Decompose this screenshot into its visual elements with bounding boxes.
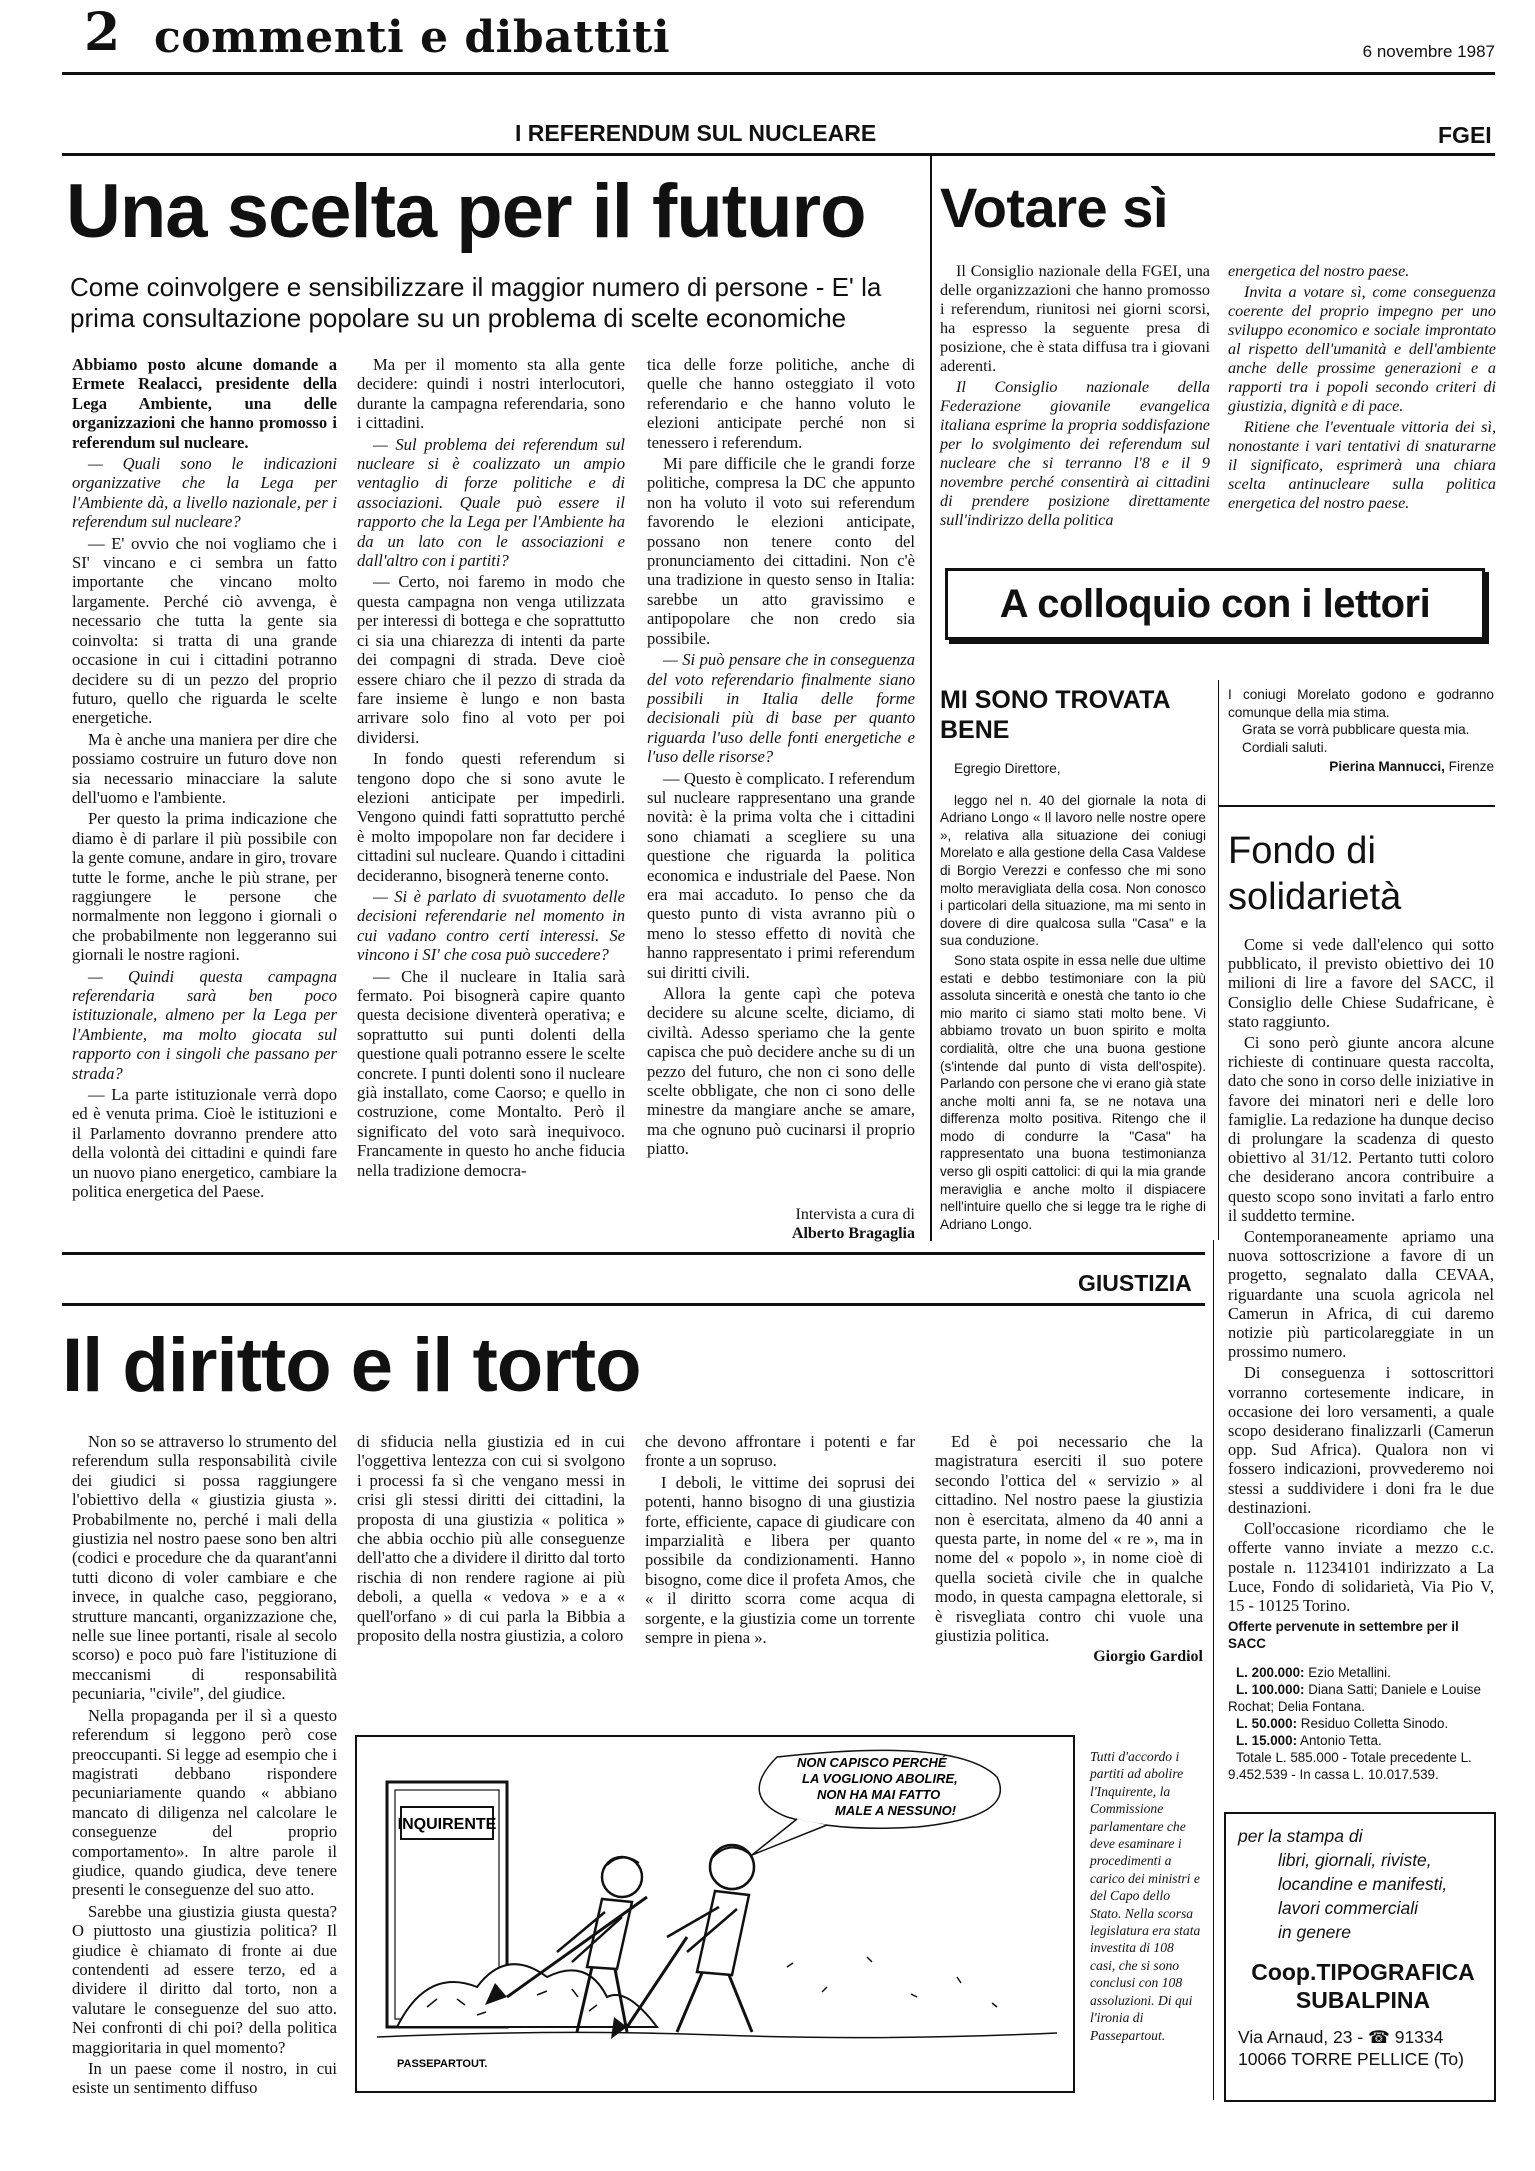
- giustizia-paragraph: Nella propaganda per il sì a questo referendum si leggono però cose preoccupanti. Si legge ad esempio che i magistrati debbano rispondere pecuniariamente quando « abbiano mancato di diligenza nel calcolare le conseguenze del proprio comportamento». In altre parole il giudice, quando giudica, deve tenere presenti le conseguenze del suo atto.: [72, 1705, 337, 1900]
- speech-line: LA VOGLIONO ABOLIRE,: [802, 1771, 958, 1786]
- offers-totals: Totale L. 585.000 - Totale precedente L. 9.452.539 - In cassa L. 10.017.539.: [1228, 1750, 1472, 1782]
- lettori-signature-city: Firenze: [1448, 759, 1494, 775]
- lettori-column-1: [940, 760, 1206, 1233]
- interview-answer: — Certo, noi faremo in modo che questa campagna non venga utilizzata per interessi di bottega e che soprattutto ci sia una chiarezza di intenti da parte dei compagni di strada. Deve cioè essere chiaro che il pezzo di strada da fare insieme è lungo e non basta arrivare solo fino al voto per poi dividersi.: [357, 572, 625, 747]
- lettori-paragraph: Cordiali saluti.: [1242, 739, 1328, 755]
- ad-address: Via Arnaud, 23 - ☎ 91334: [1238, 2027, 1444, 2047]
- offer-row: [1228, 1732, 1494, 1749]
- ad-line: lavori commerciali: [1278, 1898, 1419, 1918]
- giustizia-column-1: [72, 1432, 337, 2098]
- giustizia-paragraph: I deboli, le vittime dei soprusi dei potenti, hanno bisogno di una giustizia forte, efficiente, capace di giudicare con imparzialità e libera per quanto possibile da condizionamenti. Hanno bisogno, come dice il profeta Amos, che « il diritto scorra come acqua di sorgente, e la giustizia come un torrente sempre in piena ».: [645, 1472, 915, 1648]
- lettori-signature-name: Pierina Mannucci,: [1329, 759, 1445, 775]
- lettori-paragraph: Grata se vorrà pubblicare questa mia.: [1242, 722, 1470, 738]
- fgei-column-2: [1228, 262, 1496, 513]
- column-divider: [930, 156, 932, 1241]
- fondo-headline-line1: Fondo di: [1228, 830, 1376, 872]
- giustizia-column-3: [645, 1432, 915, 1647]
- interview-answer: In fondo questi referendum si tengono dopo che si sono avute le elezioni anticipate per impedirli. Vengono quindi fatti soprattutto perché è molto impopolare non far decidere i cittadini sul nucleare. Quando i cittadini decideranno, bisognerà tenerne conto.: [357, 749, 625, 885]
- speech-line: NON HA MAI FATTO: [817, 1787, 941, 1802]
- print-shop-ad: [1224, 1812, 1496, 2102]
- referendum-top-rule: [62, 153, 1495, 156]
- referendum-column-3: [647, 355, 915, 1159]
- fgei-paragraph: Ritiene che l'eventuale vittoria dei sì, nonostante i vari tentativi di snaturarne il significato, esprimerà una chiara scelta antinucleare sulla politica energetica del nostro paese.: [1228, 418, 1496, 512]
- offer-row: [1228, 1681, 1494, 1715]
- speech-line: MALE A NESSUNO!: [835, 1803, 957, 1818]
- giustizia-column-4: [935, 1432, 1203, 1667]
- lettori-column-divider: [1218, 680, 1219, 1240]
- signature-name: Alberto Bragaglia: [791, 1225, 915, 1242]
- offer-amount: L. 100.000:: [1236, 1682, 1305, 1697]
- giustizia-paragraph: In un paese come il nostro, in cui esiste un sentimento diffuso: [72, 2059, 337, 2098]
- referendum-signature: [647, 1205, 915, 1243]
- offer-row: [1228, 1664, 1494, 1681]
- offer-amount: L. 15.000:: [1236, 1733, 1298, 1748]
- interview-answer: tica delle forze politiche, anche di quelle che hanno osteggiato il voto referendario e che hanno voluto le elezioni anticipate perché non si tenessero i referendum.: [647, 355, 915, 452]
- fondo-offers: [1228, 1618, 1494, 1783]
- cartoon-caption: Tutti d'accordo i partiti ad abolire l'Inquirente, la Commissione parlamentare che deve esaminare i procedimenti a carico dei ministri e del Capo dello Stato. Nella scorsa legislatura era stata investita di 108 casi, che si sono conclusi con 108 assoluzioni. Di qui l'ironia di Passepartout.: [1090, 1749, 1201, 2043]
- interview-answer: — La parte istituzionale verrà dopo ed è venuta prima. Cioè le istituzioni e il Parlamento dovranno prendere atto della volontà dei cittadini e quindi fare un nuovo piano energetico, cambiare la politica energetica del Paese.: [72, 1085, 337, 1202]
- fondo-headline: [1228, 828, 1401, 920]
- speech-line: NON CAPISCO PERCHÉ: [797, 1755, 947, 1770]
- fgei-headline: Votare sì: [940, 176, 1168, 239]
- giustizia-column-2: [357, 1432, 625, 1645]
- fgei-column-1: [940, 262, 1210, 530]
- interview-answer: Ma per il momento sta alla gente decidere: quindi i nostri interlocutori, durante la campagna referendaria, sono i cittadini.: [357, 355, 625, 433]
- giustizia-paragraph: Ed è poi necessario che la magistratura eserciti il suo potere secondo l'ottica del « servizio » al cittadino. Nel nostro paese la giustizia non è esercitata, almeno da 40 anni a questa parte, in nome del « re », ma in nome del « popolo », in nome cioè di quella società civile che in qualche modo, in questa campagna elettorale, si è risvegliata contro chi vuole una giustizia politica.: [935, 1432, 1203, 1646]
- fondo-body: [1228, 935, 1494, 1615]
- lettori-paragraph: leggo nel n. 40 del giornale la nota di Adriano Longo « Il lavoro nelle nostre opere », relativa alla situazione dei coniugi Morelato e alla gestione della Casa Valdese di Borgio Verezzi e confesso che mi sono molto meravigliata della cosa. Non conosco i particolari della situazione, ma mi sento in dovere di dire qualcosa sulla "Casa" e la sua conduzione.: [940, 792, 1206, 949]
- interview-question: — Si può pensare che in conseguenza del voto referendario finalmente siano possibili in Italia delle forme decisionali più di base per quanto riguarda l'uso delle fonti energetiche e l'uso delle risorse?: [647, 650, 915, 767]
- giustizia-paragraph: Non so se attraverso lo strumento del referendum sulla responsabilità civile dei giudici si possa raggiungere l'obiettivo della « giustizia giusta ». Probabilmente no, perché i mali della giustizia nel nostro paese sono ben altri (codici e procedure che da quarant'anni tutti dicono di voler cambiare e che invece, in qualche caso, peggiorano, strutture mancanti, organizzazione che, nelle sue linee portanti, risale al secolo scorso) e poco può fare l'istituzione di meccanismi di responsabilità pecuniaria, "civile", del giudice.: [72, 1432, 337, 1704]
- masthead: [70, 4, 1495, 74]
- interview-answer: — Che il nucleare in Italia sarà fermato. Poi bisognerà capire quanto questa decisione diventerà operativa; e soprattutto sui punti dolenti della questione quali potranno essere le scelte concrete. I punti dolenti sono il nucleare già installato, come Caorso; e quello in costruzione, come Montalto. Però il significato del voto sarà inequivoco. Francamente in questo ho anche fiducia nella tradizione democra-: [357, 966, 625, 1180]
- interview-question: — Sul problema dei referendum sul nucleare si è coalizzato un ampio ventaglio di forze politiche e di associazioni. Quale può essere il rapporto che la Lega per l'Ambiente ha da un lato con le associazioni e dall'altro con i partiti?: [357, 434, 625, 571]
- referendum-subheadline: Come coinvolgere e sensibilizzare il maggior numero di persone - E' la prima consultazione popolare su un problema di scelte economiche: [70, 272, 882, 333]
- fgei-paragraph: Invita a votare sì, come conseguenza coerente del proprio impegno per uno sviluppo economico e sociale improntato al rispetto dell'umanità e dell'ambiente anche delle prossime generazioni e a rapporti tra i popoli secondo criteri di giustizia, dignità e di pace.: [1228, 283, 1496, 415]
- fgei-paragraph: Il Consiglio nazionale della FGEI, una delle organizzazioni che hanno promosso i referendum, riunitosi nei giorni scorsi, ha espresso la seguente presa di posizione, che è stata diffusa tra i giovani aderenti.: [940, 262, 1210, 375]
- referendum-intro: Abbiamo posto alcune domande a Ermete Realacci, presidente della Lega Ambiente, una delle organizzazioni che hanno promosso i referendum sul nucleare.: [72, 355, 337, 452]
- offers-title: Offerte pervenute in settembre per il SACC: [1228, 1619, 1459, 1651]
- ad-line: locandine e manifesti,: [1278, 1874, 1448, 1894]
- fondo-headline-line2: solidarietà: [1228, 876, 1402, 918]
- giustizia-paragraph: che devono affrontare i potenti e far fronte a un sopruso.: [645, 1432, 915, 1471]
- lettori-box-title: A colloquio con i lettori: [999, 582, 1431, 626]
- fondo-paragraph: Di conseguenza i sottoscrittori vorranno cortesemente indicare, in occasione dei loro versamenti, a quale scopo desiderano finalizzarli (Camerun opp. Sud Africa). Qualora non vi fossero indicazioni, provvederemo noi stessi a suddividere i doni fra le due destinazioni.: [1228, 1363, 1494, 1517]
- signature-intro: Intervista a cura di: [795, 1206, 915, 1223]
- interview-question: — Quali sono le indicazioni organizzative che la Lega per l'Ambiente dà, a livello nazionale, per i referendum sul nucleare?: [72, 454, 337, 532]
- right-column-divider: [1213, 1240, 1214, 2100]
- lettori-box: [945, 568, 1485, 640]
- giustizia-signature: Giorgio Gardiol: [1093, 1648, 1203, 1666]
- lettori-salutation: Egregio Direttore,: [954, 761, 1061, 776]
- referendum-column-2: [357, 355, 625, 1180]
- ad-line: in genere: [1278, 1922, 1351, 1942]
- fgei-kicker: FGEI: [1438, 122, 1492, 148]
- interview-answer: — E' ovvio che noi vogliamo che i SI' vincano e ci sembra un fatto importante che vincano molto largamente. Perché ciò avvenga, è necessario che tutta la gente sia coinvolta: si tratta di una grande occasione in cui i cittadini potranno decidere su di un pezzo del proprio futuro, quello che riguarda le scelte energetiche.: [72, 533, 337, 728]
- giustizia-top-rule: [62, 1252, 1205, 1255]
- door-sign: INQUIRENTE: [397, 1816, 497, 1833]
- giustizia-paragraph: di sfiducia nella giustizia ed in cui l'oggettiva lentezza con cui si svolgono i processi fa sì che vengano messi in crisi gli stessi diritti dei cittadini, la proposta di una giustizia « politica » che abbia occhio più alle conseguenze dell'atto che a dividere il diritto dal torto rischia di non rendere ragione ai più deboli, a quella « vedova » e a « quell'orfano » di cui parla la Bibbia a proposito della nostra giustizia, a coloro: [357, 1432, 625, 1646]
- ad-address: 10066 TORRE PELLICE (To): [1238, 2049, 1464, 2069]
- issue-date: 6 novembre 1987: [1362, 42, 1495, 61]
- giustizia-kicker: GIUSTIZIA: [1078, 1270, 1192, 1296]
- cartoon-frame: [355, 1735, 1075, 2093]
- interview-answer: Mi pare difficile che le grandi forze politiche, compresa la DC che appunto non ha voluto il voto sui referendum favorendo le elezioni anticipate, possano non tenere conto del pronunciamento dei cittadini. Non c'è una tradizione in questo senso in Italia: sarebbe un atto gravissimo e antipopolare che non credo sia possibile.: [647, 454, 915, 648]
- section-title: commenti e dibattiti: [154, 12, 671, 63]
- ad-company: SUBALPINA: [1295, 1987, 1431, 2013]
- cartoon-artist: PASSEPARTOUT.: [397, 2058, 488, 2070]
- giustizia-headline: Il diritto e il torto: [62, 1323, 641, 1408]
- page-number: 2: [84, 2, 121, 63]
- cartoon-drawing: [357, 1737, 1073, 2091]
- referendum-headline: Una scelta per il futuro: [66, 169, 866, 254]
- ad-line: libri, giornali, riviste,: [1278, 1850, 1432, 1870]
- fondo-paragraph: Ci sono però giunte ancora alcune richieste di continuare questa raccolta, dato che sono in corso delle iniziative in favore dei minatori neri e delle loro famiglie. La redazione ha dunque deciso di prolungare la scadenza di questo obiettivo al 31/12. Pertanto tutti coloro che desiderano ancora contribuire a questo scopo sono invitati a farlo entro il suddetto termine.: [1228, 1033, 1494, 1225]
- offer-names: Ezio Metallini.: [1308, 1665, 1391, 1680]
- interview-question: — Si è parlato di svuotamento delle decisioni referendarie nel momento in cui vadano contro certi interessi. Se vincono i SI' che cosa può succedere?: [357, 886, 625, 965]
- interview-question: — Quindi questa campagna referendaria sarà ben poco istituzionale, almeno per la Lega per l'Ambiente, ma molto giocata sul rapporto con i singoli che passano per strada?: [72, 966, 337, 1083]
- interview-answer: Ma è anche una maniera per dire che possiamo costruire un futuro dove non sia necessario minacciare la salute dell'uomo e l'ambiente.: [72, 729, 337, 807]
- ad-company: Coop.TIPOGRAFICA: [1251, 1959, 1475, 1985]
- offer-names: Residuo Colletta Sinodo.: [1300, 1716, 1449, 1731]
- offer-names: Antonio Tetta.: [1300, 1733, 1382, 1748]
- offer-names: Diana Satti; Daniele e Louise Rochat; Delia Fontana.: [1228, 1682, 1481, 1714]
- fgei-paragraph: energetica del nostro paese.: [1228, 262, 1410, 280]
- lettori-paragraph: I coniugi Morelato godono e godranno comunque della mia stima.: [1228, 687, 1494, 720]
- offer-row: [1228, 1715, 1494, 1732]
- referendum-column-1: [72, 355, 337, 1201]
- fondo-paragraph: Coll'occasione ricordiamo che le offerte vanno inviate a mezzo c.c. postale n. 11234101 indirizzato a La Luce, Fondo di solidarietà, Via Pio V, 15 - 10125 Torino.: [1228, 1519, 1494, 1615]
- fondo-paragraph: Come si vede dall'elenco qui sotto pubblicato, il previsto obiettivo dei 10 milioni di lire a favore del SACC, il Consiglio delle Chiese Sudafricane, è stato raggiunto.: [1228, 935, 1494, 1031]
- masthead-rule: [62, 72, 1495, 75]
- giustizia-kicker-rule: [62, 1303, 1205, 1306]
- fondo-paragraph: Contemporaneamente apriamo una nuova sottoscrizione a favore di un progetto, segnalato dalla CEVAA, riguardante una scuola agricola nel Camerun in Africa, di cui daremo notizie più particolareggiate in un prossimo numero.: [1228, 1227, 1494, 1362]
- interview-answer: Allora la gente capì che poteva decidere su alcune scelte, diciamo, di civiltà. Adesso speriamo che la gente capisca che può decidere anche su di un pezzo del futuro, che non ci sono delle scelte obbligate, che non ci sono delle minestre da mangiare anche se amare, ma che ognuno può cucinarsi il proprio piatto.: [647, 984, 915, 1159]
- offer-amount: L. 200.000:: [1236, 1665, 1305, 1680]
- fgei-paragraph: Il Consiglio nazionale della Federazione giovanile evangelica italiana esprime la propria soddisfazione per lo svolgimento dei referendum sul nucleare che si terranno l'8 e il 9 novembre perché consentirà ai cittadini di prendere posizione direttamente sull'indirizzo della politica: [940, 378, 1210, 529]
- lettori-column-2: [1228, 686, 1494, 776]
- ad-line: per la stampa di: [1238, 1826, 1363, 1846]
- referendum-kicker: I REFERENDUM SUL NUCLEARE: [515, 120, 877, 146]
- interview-answer: — Questo è complicato. I referendum sul nucleare rappresentano una grande novità: è la prima volta che i cittadini sono chiamati a scegliere su una questione che riguarda la politica economica e industriale del Paese. Non era mai accaduto. Io penso che da questo punto di vista avranno più o meno lo stesso effetto di novità che hanno rappresentato i primi referendum sui diritti civili.: [647, 768, 915, 982]
- interview-answer: Per questo la prima indicazione che diamo è di parlare il più possibile con la gente comune, andare in giro, trovare tutte le forme, anche le più strane, per raggiungere le persone che normalmente non leggono i giornali o che probabilmente non leggeranno sui giornali le nostre ragioni.: [72, 809, 337, 965]
- lettori-headline: MI SONO TROVATA BENE: [940, 686, 1170, 744]
- fondo-top-rule: [1218, 805, 1495, 807]
- giustizia-paragraph: Sarebbe una giustizia giusta questa? O piuttosto una giustizia politica? Il giudice è chiamato di fronte ai due contendenti ad essere terzo, ed a dividere il diritto dal torto, non a valutare le conseguenze del suo atto. Nei confronti di chi poi? della politica maggioritaria in quel momento?: [72, 1901, 337, 2057]
- lettori-paragraph: Sono stata ospite in essa nelle due ultime estati e debbo testimoniare con la più assoluta sincerità e onestà che tanto io che mio marito ci siamo stati molto bene. Vi abbiamo trovato un buon spirito e molta cordialità, oltre che una buona gestione (s'intende dal punto di vista dell'ospite). Parlando con persone che vi erano già state anche molti anni fa, se ne notava una differenza molto positiva. Ritengo che il modo di condurre la "Casa" ha rappresentato una buona testimonianza verso gli ospiti cattolici: di qui la mia grande meraviglia e anche molto il dispiacere nell'intuire quello che si legge tra le righe di Adriano Longo.: [940, 952, 1207, 1232]
- offer-amount: L. 50.000:: [1236, 1716, 1298, 1731]
